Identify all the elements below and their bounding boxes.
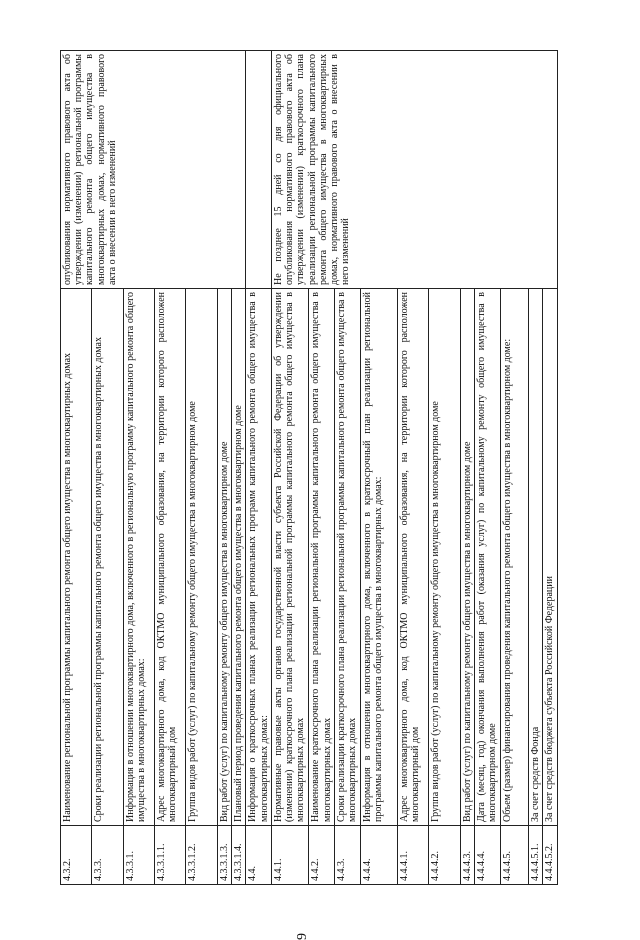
row-description: Сроки реализации региональной программы капитального ремонта общего имущества в многоквартирных домах: [92, 289, 123, 826]
row-description: Плановый период проведения капитального ремонта общего имущества в многоквартирном доме: [231, 289, 245, 826]
row-description: Вид работ (услуг) по капитальному ремонту общего имущества в многоквартирном доме: [460, 289, 474, 826]
row-number: 4.3.3.1.2.: [186, 826, 217, 885]
requirements-table: [60, 50, 558, 885]
row-number: 4.3.3.1.: [123, 826, 154, 885]
row-description: Объем (размер) финансирования проведения капитального ремонта общего имущества в многоквартирном доме:: [500, 289, 528, 826]
table-row: [61, 51, 92, 885]
row-number: 4.4.2.: [309, 826, 335, 885]
row-number: 4.3.3.: [92, 826, 123, 885]
row-description: Информация в отношении многоквартирного дома, включенного в региональную программу капитального ремонта общего имущества в многоквартирных домах:: [123, 289, 154, 826]
row-description: Адрес многоквартирного дома, код ОКТМО муниципального образования, на территории которого расположен многоквартирный дом: [154, 289, 185, 826]
row-description: Наименование региональной программы капитального ремонта общего имущества в многоквартирных домах: [61, 289, 92, 826]
row-number: 4.4.4.: [360, 826, 397, 885]
row-description: Группа видов работ (услуг) по капитальному ремонту общего имущества в многоквартирном доме: [186, 289, 217, 826]
row-description: Информация о краткосрочных планах реализации региональных программ капитального ремонта общего имущества в многоквартирных домах:: [246, 289, 272, 826]
row-description: За счет средств бюджета субъекта Российской Федерации: [543, 289, 558, 826]
row-number: 4.3.3.1.1.: [154, 826, 185, 885]
row-description: Наименование краткосрочного плана реализации региональной программы капитального ремонта общего имущества в многоквартирных домах: [309, 289, 335, 826]
row-description: Сроки реализации краткосрочного плана реализации региональной программы капитального ремонта общего имущества в многоквартирных домах: [335, 289, 361, 826]
row-description: Вид работ (услуг) по капитальному ремонту общего имущества в многоквартирном доме: [217, 289, 231, 826]
row-description: Нормативные правовые акты органов государственной власти субъекта Российской Федерации об утверждении (изменении) краткосрочного плана реализации региональной программы капитального ремонта общего имущества в многоквартирных домах: [272, 289, 309, 826]
row-description: Адрес многоквартирного дома, код ОКТМО муниципального образования, на территории которого расположен многоквартирный дом: [398, 289, 429, 826]
table-row: [246, 51, 272, 885]
row-number: 4.4.4.2.: [429, 826, 460, 885]
row-number: 4.4.1.: [272, 826, 309, 885]
empty-note-cell: [246, 51, 272, 289]
row-number: 4.4.4.4.: [475, 826, 501, 885]
row-number: 4.3.3.1.4.: [231, 826, 245, 885]
row-description: Информация в отношении многоквартирного дома, включенного в краткосрочный план реализации региональной программы капитального ремонта общего имущества в многоквартирных домах:: [360, 289, 397, 826]
row-number: 4.3.2.: [61, 826, 92, 885]
table-row: [272, 51, 309, 885]
row-number: 4.4.4.3.: [460, 826, 474, 885]
disclosure-term-note: Не позднее 15 дней со дня официального опубликования нормативного правового акта об утверждении (изменении) краткосрочного плана реализации региональной программы капитального ремонта общего имущества в многоквартирных домах, нормативного правового акта о внесении в него изменений: [272, 51, 558, 289]
disclosure-term-note: опубликования нормативного правового акта об утверждении (изменении) региональной программы капитального ремонта общего имущества в многоквартирных домах, нормативного правового акта о внесении в него изменений: [61, 51, 246, 289]
row-description: За счет средств Фонда: [529, 289, 543, 826]
row-description: Группа видов работ (услуг) по капитальному ремонту общего имущества в многоквартирном доме: [429, 289, 460, 826]
row-number: 4.3.3.1.3.: [217, 826, 231, 885]
row-number: 4.4.3.: [335, 826, 361, 885]
rotated-table-container: [60, 50, 558, 940]
row-number: 4.4.4.5.1.: [529, 826, 543, 885]
row-number: 4.4.4.1.: [398, 826, 429, 885]
row-number: 4.4.4.5.2.: [543, 826, 558, 885]
row-number: 4.4.4.5.: [500, 826, 528, 885]
row-description: Дата (месяц, год) окончания выполнения работ (оказания услуг) по капитальному ремонту общего имущества в многоквартирном доме: [475, 289, 501, 826]
page-number: 9: [295, 933, 310, 940]
row-number: 4.4.: [246, 826, 272, 885]
